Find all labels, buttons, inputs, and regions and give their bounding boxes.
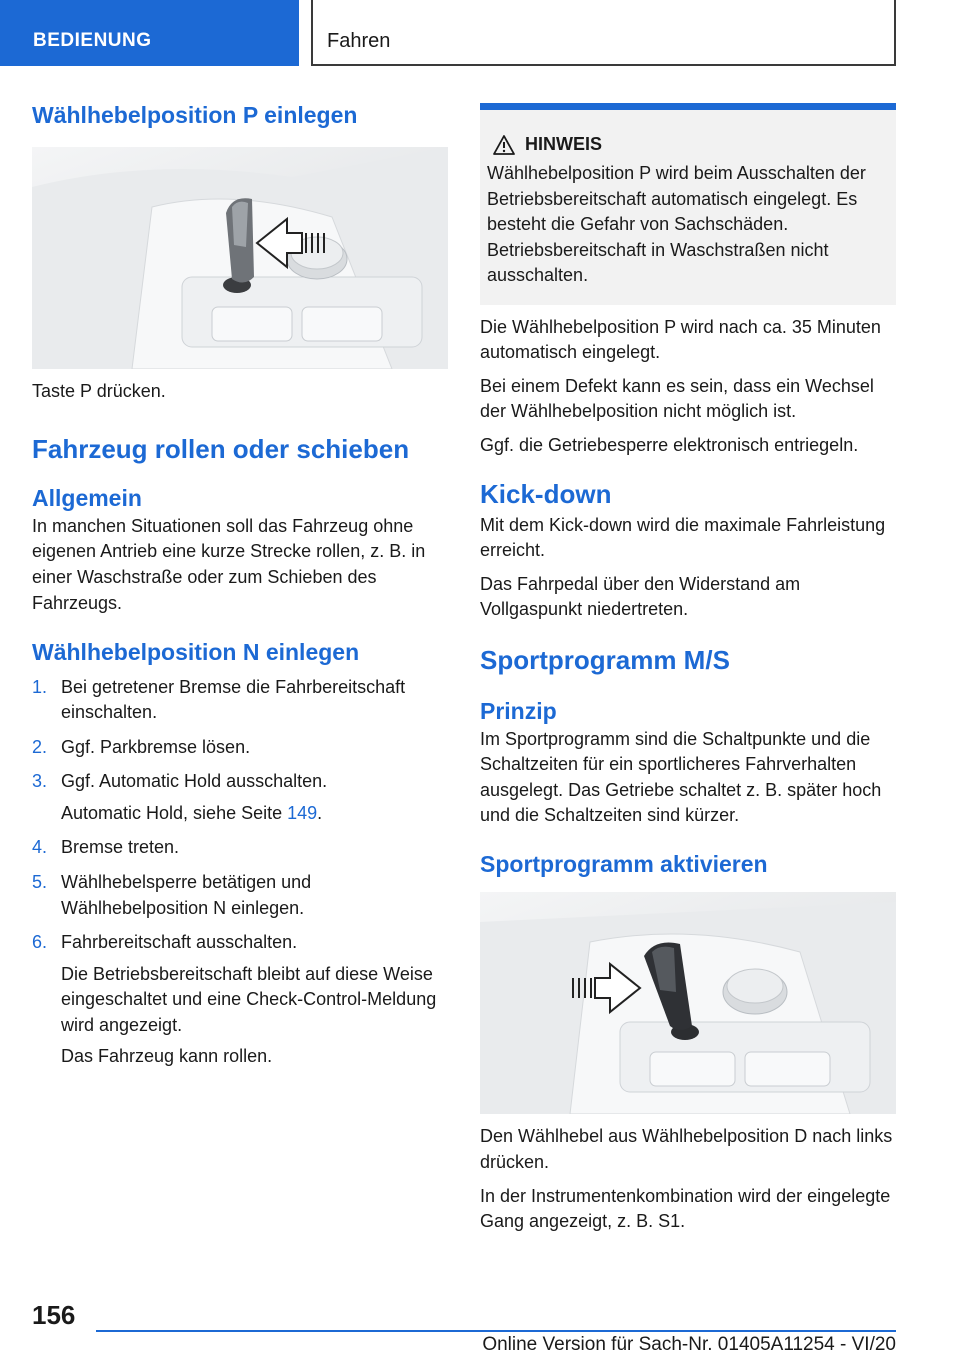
notice-title: HINWEIS [525,134,603,154]
header-section-tab [0,0,299,66]
page-link-149[interactable]: 149 [287,802,318,823]
step-text: Bremse treten. [61,837,180,858]
kickdown-pedal-text: Das Fahrpedal über den Widerstand am Vollgaspunkt niedertreten. [480,573,801,620]
figure-selector-lever-sport [480,892,896,1114]
step-cross-reference-text: Automatic Hold, siehe Seite [61,802,288,823]
kickdown-text: Mit dem Kick-down wird die maximale Fahrleistung erreicht. [480,514,886,561]
step-continuation: Die Betriebsbereitschaft bleibt auf diese Weise eingeschaltet und eine Check-Control-Meldung wird angezeigt. [61,963,437,1035]
defect-text: Bei einem Defekt kann es sein, dass ein Wechsel der Wählhebelposition nicht möglich ist. [480,375,874,422]
notice-box [480,103,896,305]
step-text: Ggf. Automatic Hold ausschalten. [61,771,328,792]
step-continuation: Das Fahrzeug kann rollen. [61,1046,273,1067]
header-chapter-tab [311,0,896,66]
warning-icon [493,135,515,155]
footer-divider [96,1330,896,1332]
step-continuation [61,801,448,827]
figure-selector-lever-p [32,147,448,369]
section-title-kickdown: Kick-down [480,479,612,510]
section-title-sport-program: Sportprogramm M/S [480,644,730,675]
unlock-text: Ggf. die Getriebesperre elektronisch entriegeln. [480,434,859,455]
step-text: Ggf. Parkbremse lösen. [61,736,251,757]
left-column [32,100,448,1079]
steps-list [32,675,448,1070]
step-number: 6. [32,932,48,953]
notice-header [487,134,888,155]
caption-park-button: Taste P drücken. [32,380,166,401]
sport-caption-2: In der Instrumentenkombination wird der eingelegte Gang angezeigt, z. B. S1. [480,1185,891,1232]
step-number: 5. [32,871,48,892]
subheading-principle: Prinzip [480,698,557,725]
auto-park-text: Die Wählhebelposition P wird nach ca. 35 Minuten automatisch eingelegt. [480,316,881,363]
header-chapter-label: Fahren [327,30,391,52]
step-number: 3. [32,771,48,792]
right-column [480,103,896,1235]
step-number: 4. [32,837,48,858]
notice-text: Wählhebelposition P wird beim Ausschalten der Betriebsbereitschaft automatisch eingelegt. Es besteht die Gefahr von Sachschäden. Betriebsbereitschaft in Waschstraßen nicht ausschalten. [487,163,866,286]
subheading-neutral-position: Wählhebelposition N einlegen [32,639,360,666]
step-item [32,769,448,826]
step-item [32,870,448,921]
principle-text: Im Sportprogramm sind die Schaltpunkte und die Schaltzeiten für ein sportlicheres Fahrverhalten ausgelegt. Das Getriebe schaltet z. B. später hoch und die Schaltzeiten sind kürzer. [480,728,882,826]
step-item [32,930,448,1070]
step-item [32,675,448,726]
step-item [32,735,448,761]
step-cross-reference-end: . [317,802,323,823]
selector-lever-illustration [32,147,448,369]
general-text: In manchen Situationen soll das Fahrzeug ohne eigenen Antrieb eine kurze Strecke rollen, z. B. in einer Waschstraße oder zum Schieben des Fahrzeugs. [32,515,426,613]
step-item [32,835,448,861]
subheading-activate-sport: Sportprogramm aktivieren [480,850,768,877]
heading-park-position: Wählhebelposition P einlegen [32,102,358,128]
header-section-label: BEDIENUNG [33,30,152,51]
footer-version-text: Online Version für Sach-Nr. 01405A11254 - VI/20 [482,1334,896,1355]
step-number: 2. [32,736,48,757]
section-title-roll-push: Fahrzeug rollen oder schieben [32,434,410,465]
selector-lever-sport-illustration [480,892,896,1114]
step-text: Fahrbereitschaft ausschalten. [61,932,298,953]
step-number: 1. [32,676,48,697]
sport-caption-1: Den Wählhebel aus Wählhebelposition D nach links drücken. [480,1126,893,1172]
step-text: Wählhebelsperre betätigen und Wählhebelposition N einlegen. [61,871,312,918]
step-text: Bei getretener Bremse die Fahrbereitschaft einschalten. [61,676,406,723]
page-number: 156 [32,1300,76,1330]
subheading-general: Allgemein [32,485,142,512]
